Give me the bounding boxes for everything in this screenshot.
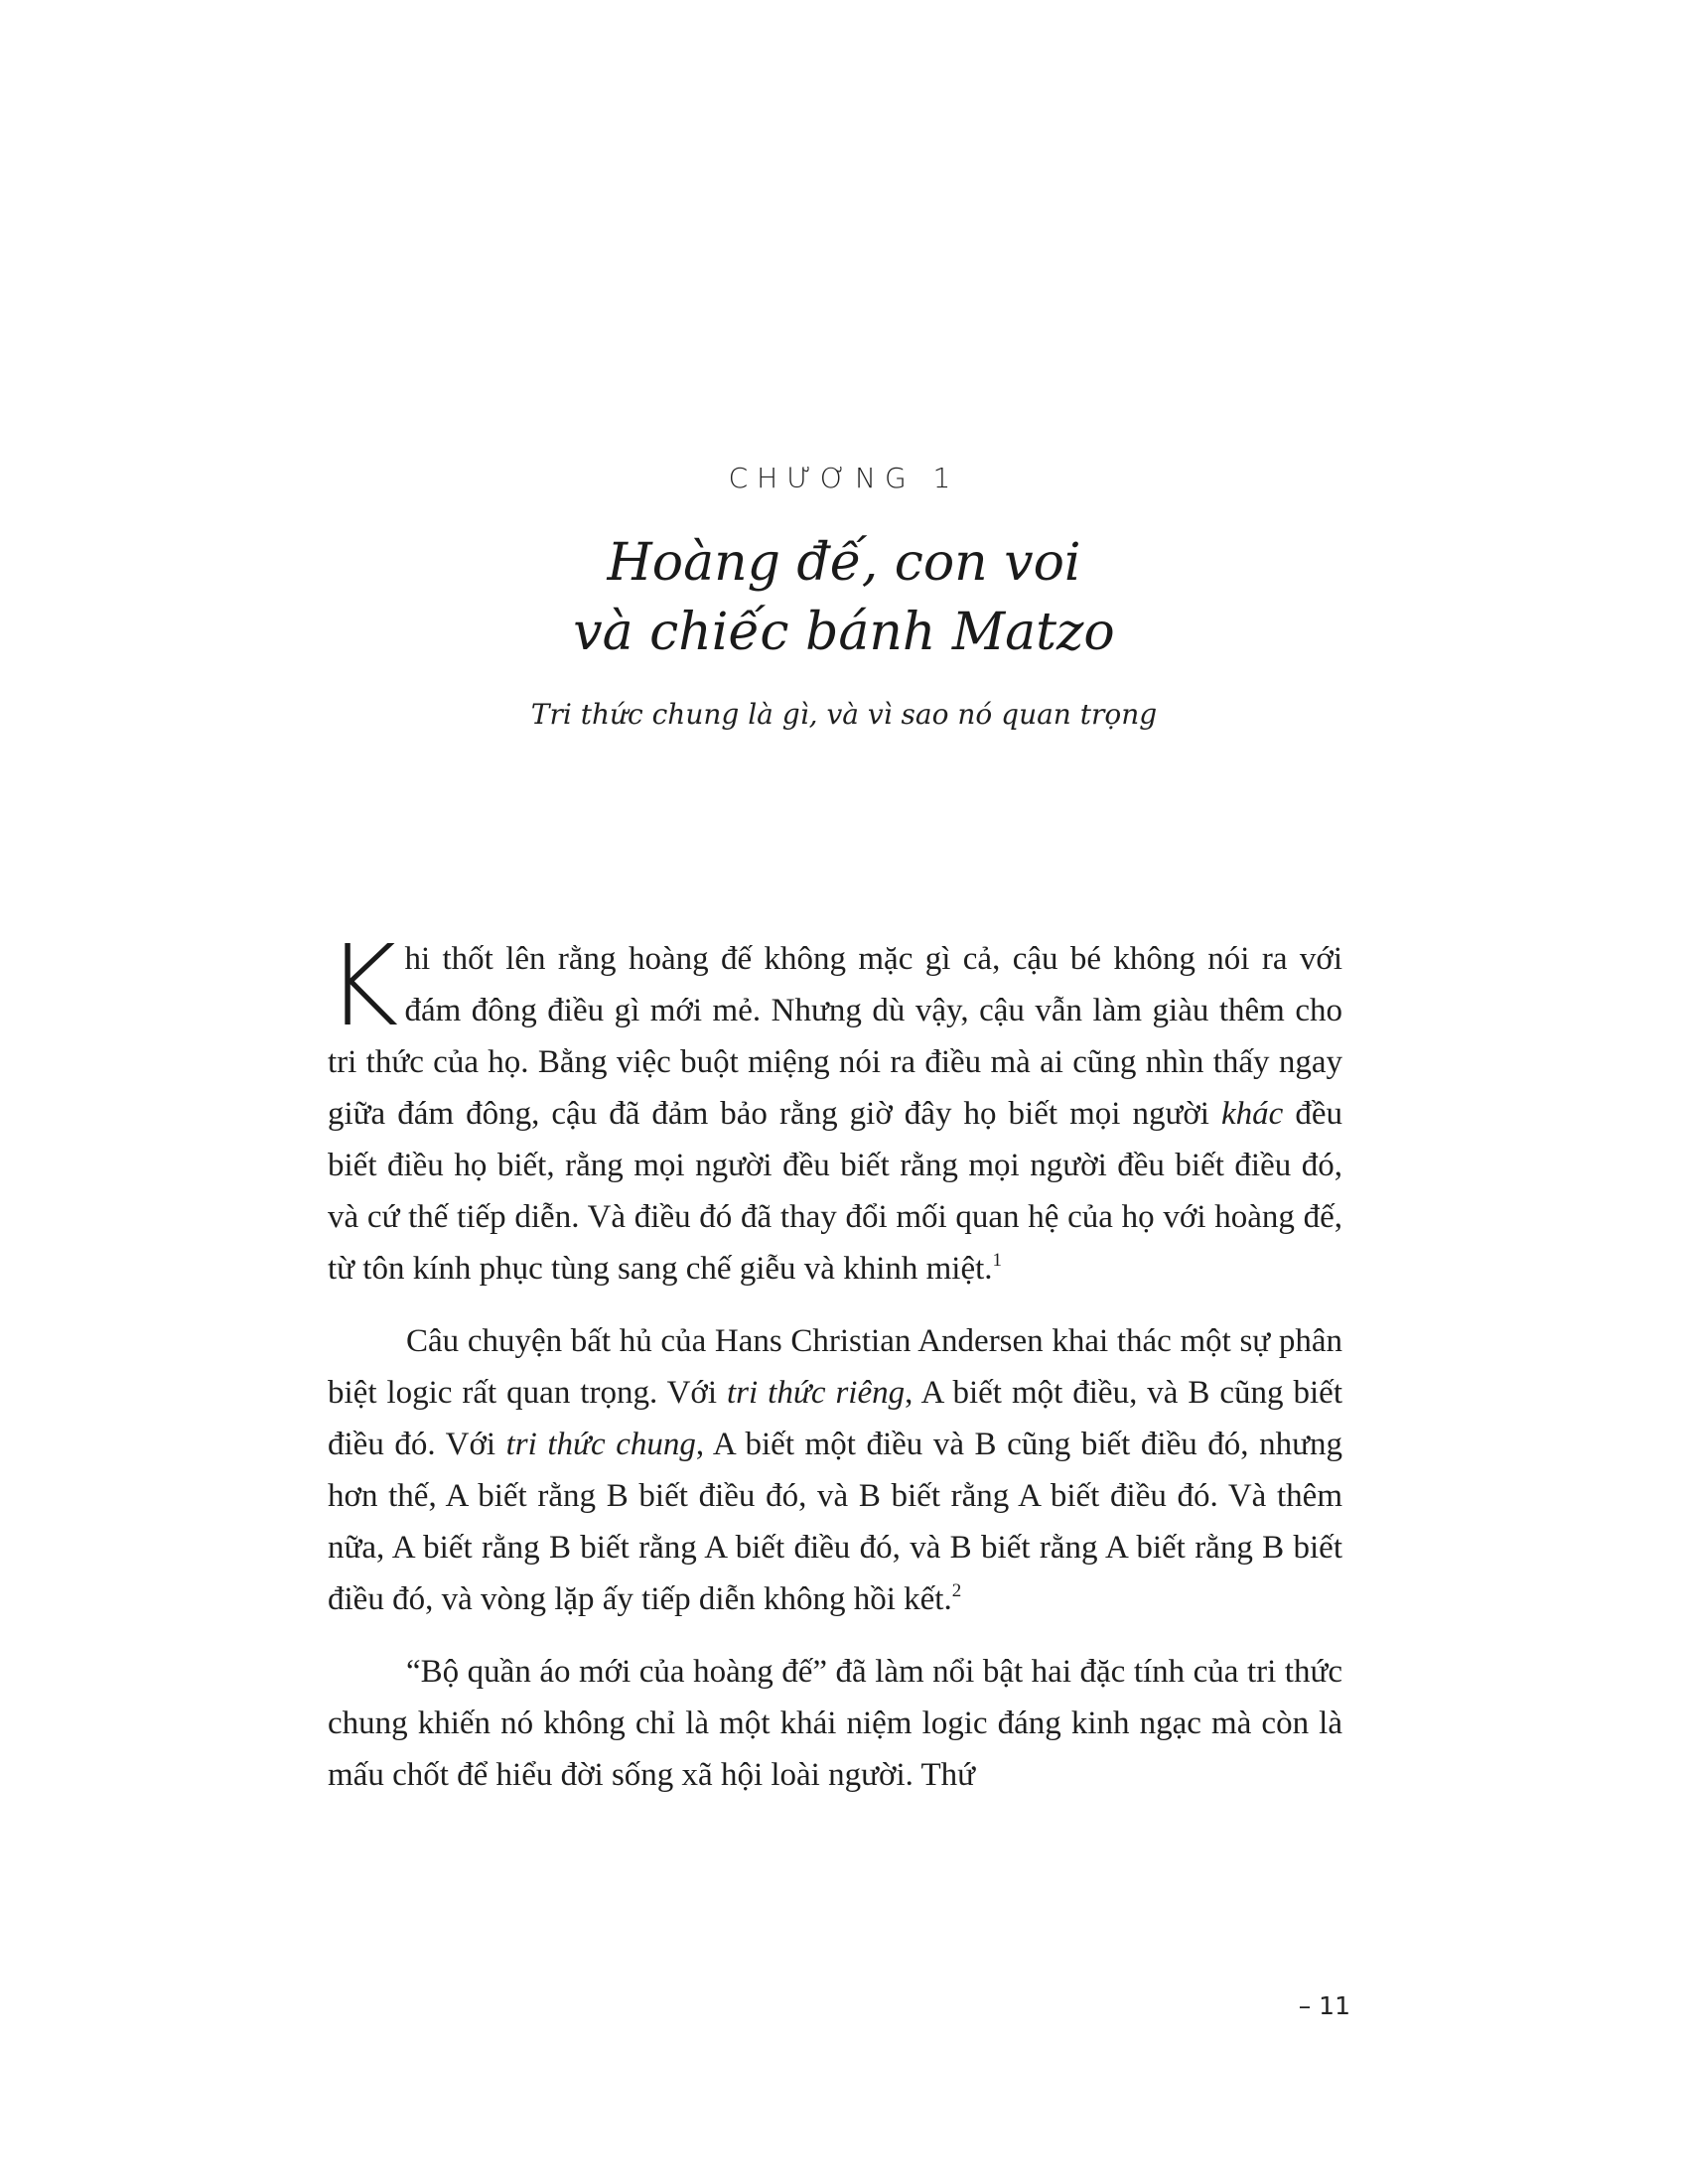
page-number: – 11 xyxy=(1298,1991,1350,2020)
chapter-label: CHƯƠNG 1 xyxy=(728,462,960,494)
paragraph-3 xyxy=(328,1646,1342,1801)
footnote-marker[interactable]: 2 xyxy=(951,1580,962,1601)
footnote-marker[interactable]: 1 xyxy=(992,1250,1003,1271)
emphasis-text: tri thức riêng xyxy=(727,1375,906,1411)
paragraph-2 xyxy=(328,1315,1342,1625)
paragraph-1 xyxy=(326,922,1342,1295)
chapter-title-line-1: Hoàng đế, con voi xyxy=(607,533,1081,593)
emphasis-text: khác xyxy=(1221,1096,1284,1132)
drop-cap: K xyxy=(326,922,399,1051)
chapter-subtitle: Tri thức chung là gì, và vì sao nó quan trọng xyxy=(530,698,1158,731)
paragraph-text: , A biết một điều và B cũng biết điều đó, nhưng hơn thế, A biết rằng B biết điều đó, và B biết rằng A biết điều đó. Và thêm nữa, A biết rằng B biết rằng A biết điều đó, và B biết rằng A biết rằng B biết điều đó, và vòng lặp ấy tiếp diễn không hồi kết. xyxy=(328,1427,1343,1617)
paragraph-text: , A biết một điều, và B cũng biết điều đó. Với xyxy=(328,1375,1342,1462)
paragraph-text: hi thốt lên rằng hoàng đế không mặc gì cả, cậu bé không nói ra với đám đông điều gì mới mẻ. Nhưng dù vậy, cậu vẫn làm giàu thêm cho tri thức của họ. Bằng việc buột miệng nói ra điều mà ai cũng nhìn thấy ngay giữa đám đông, cậu đã đảm bảo rằng giờ đây họ biết mọi người xyxy=(328,941,1342,1132)
chapter-title xyxy=(0,528,1688,667)
emphasis-text: tri thức chung xyxy=(505,1427,696,1462)
paragraph-text: Câu chuyện bất hủ của Hans Christian Andersen khai thác một sự phân biệt logic rất quan trọng. Với xyxy=(328,1323,1342,1411)
paragraph-text: đều biết điều họ biết, rằng mọi người đều biết rằng mọi người đều biết điều đó, và cứ thế tiếp diễn. Và điều đó đã thay đổi mối quan hệ của họ với hoàng đế, từ tôn kính phục tùng sang chế giễu và khinh miệt. xyxy=(328,1096,1342,1287)
paragraph-text: “Bộ quần áo mới của hoàng đế” đã làm nổi bật hai đặc tính của tri thức chung khiến nó không chỉ là một khái niệm logic đáng kinh ngạc mà còn là mấu chốt để hiểu đời sống xã hội loài người. Thứ xyxy=(328,1654,1342,1793)
chapter-title-line-2: và chiếc bánh Matzo xyxy=(573,603,1115,662)
body-text xyxy=(326,922,1343,1822)
